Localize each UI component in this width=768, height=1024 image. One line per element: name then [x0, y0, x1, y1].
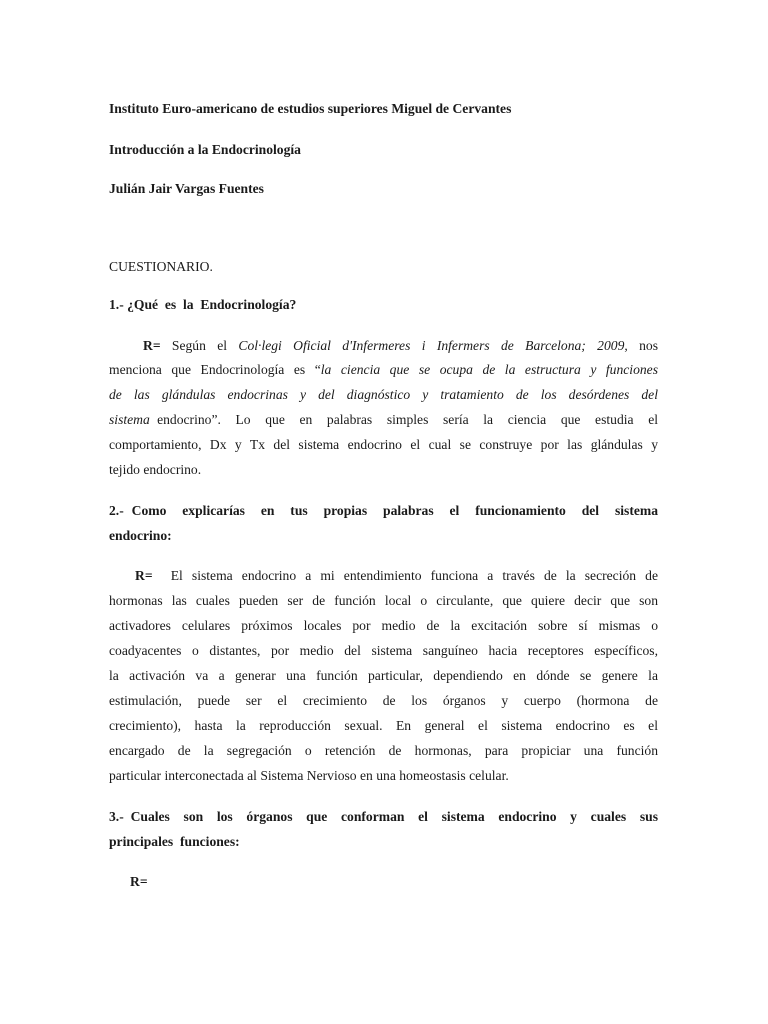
answer-text: menciona que Endocrinología es “: [109, 362, 321, 377]
answer-text: , nos: [624, 338, 658, 353]
question-2-line-2: endocrino:: [109, 528, 172, 543]
answer-2-line-8: encargado de la segregación o retención de hormonas, para propiciar una función: [109, 743, 658, 758]
question-1: 1.- ¿Qué es la Endocrinología?: [109, 297, 297, 312]
answer-2-line-4: coadyacentes o distantes, por medio del sistema sanguíneo hacia receptores específicos,: [109, 643, 658, 658]
answer-1-line-6: tejido endocrino.: [109, 462, 202, 477]
answer-2-line-7: crecimiento), hasta la reproducción sexual. En general el sistema endocrino es el: [109, 718, 658, 733]
answer-1-line-4: [109, 412, 658, 428]
answer-2-line-2: hormonas las cuales pueden ser de función local o circulante, que quiere decir que son: [109, 593, 658, 608]
answer-2-line-5: la activación va a generar una función particular, dependiendo en dónde se genere la: [109, 668, 658, 683]
answer-2-line-1: [135, 568, 658, 584]
answer-1-line-2: [109, 362, 658, 378]
author-name: Julián Jair Vargas Fuentes: [109, 181, 264, 196]
quote: sistema: [109, 412, 150, 427]
answer-1-line-1: [143, 338, 658, 354]
question-2-line-1: 2.- Como explicarías en tus propias palabras el funcionamiento del sistema: [109, 503, 658, 518]
citation: Col·legi Oficial d'Infermeres i Infermers de Barcelona; 2009: [238, 338, 625, 353]
quote: la ciencia que se ocupa de la estructura y funciones: [320, 362, 659, 377]
answer-text: endocrino”. Lo que en palabras simples sería la ciencia que estudia el: [149, 412, 658, 427]
answer-text: Según el: [160, 338, 239, 353]
answer-3-label: R=: [130, 874, 148, 889]
answer-2-line-3: activadores celulares próximos locales por medio de la excitación sobre sí mismas o: [109, 618, 658, 633]
answer-1-line-5: comportamiento, Dx y Tx del sistema endocrino el cual se construye por las glándulas y: [109, 437, 658, 452]
answer-2-line-9: particular interconectada al Sistema Nervioso en una homeostasis celular.: [109, 768, 509, 783]
section-title: CUESTIONARIO.: [109, 259, 213, 274]
answer-label: R=: [135, 568, 153, 583]
answer-text: El sistema endocrino a mi entendimiento funciona a través de la secreción de: [152, 568, 658, 583]
answer-1-line-3: de las glándulas endocrinas y del diagnóstico y tratamiento de los desórdenes del: [109, 387, 658, 402]
question-3-line-2: principales funciones:: [109, 834, 240, 849]
answer-2-line-6: estimulación, puede ser el crecimiento de los órganos y cuerpo (hormona de: [109, 693, 658, 708]
institution-name: Instituto Euro-americano de estudios superiores Miguel de Cervantes: [109, 101, 512, 116]
question-3-line-1: 3.- Cuales son los órganos que conforman el sistema endocrino y cuales sus: [109, 809, 658, 824]
answer-label: R=: [143, 338, 161, 353]
course-title: Introducción a la Endocrinología: [109, 142, 301, 157]
